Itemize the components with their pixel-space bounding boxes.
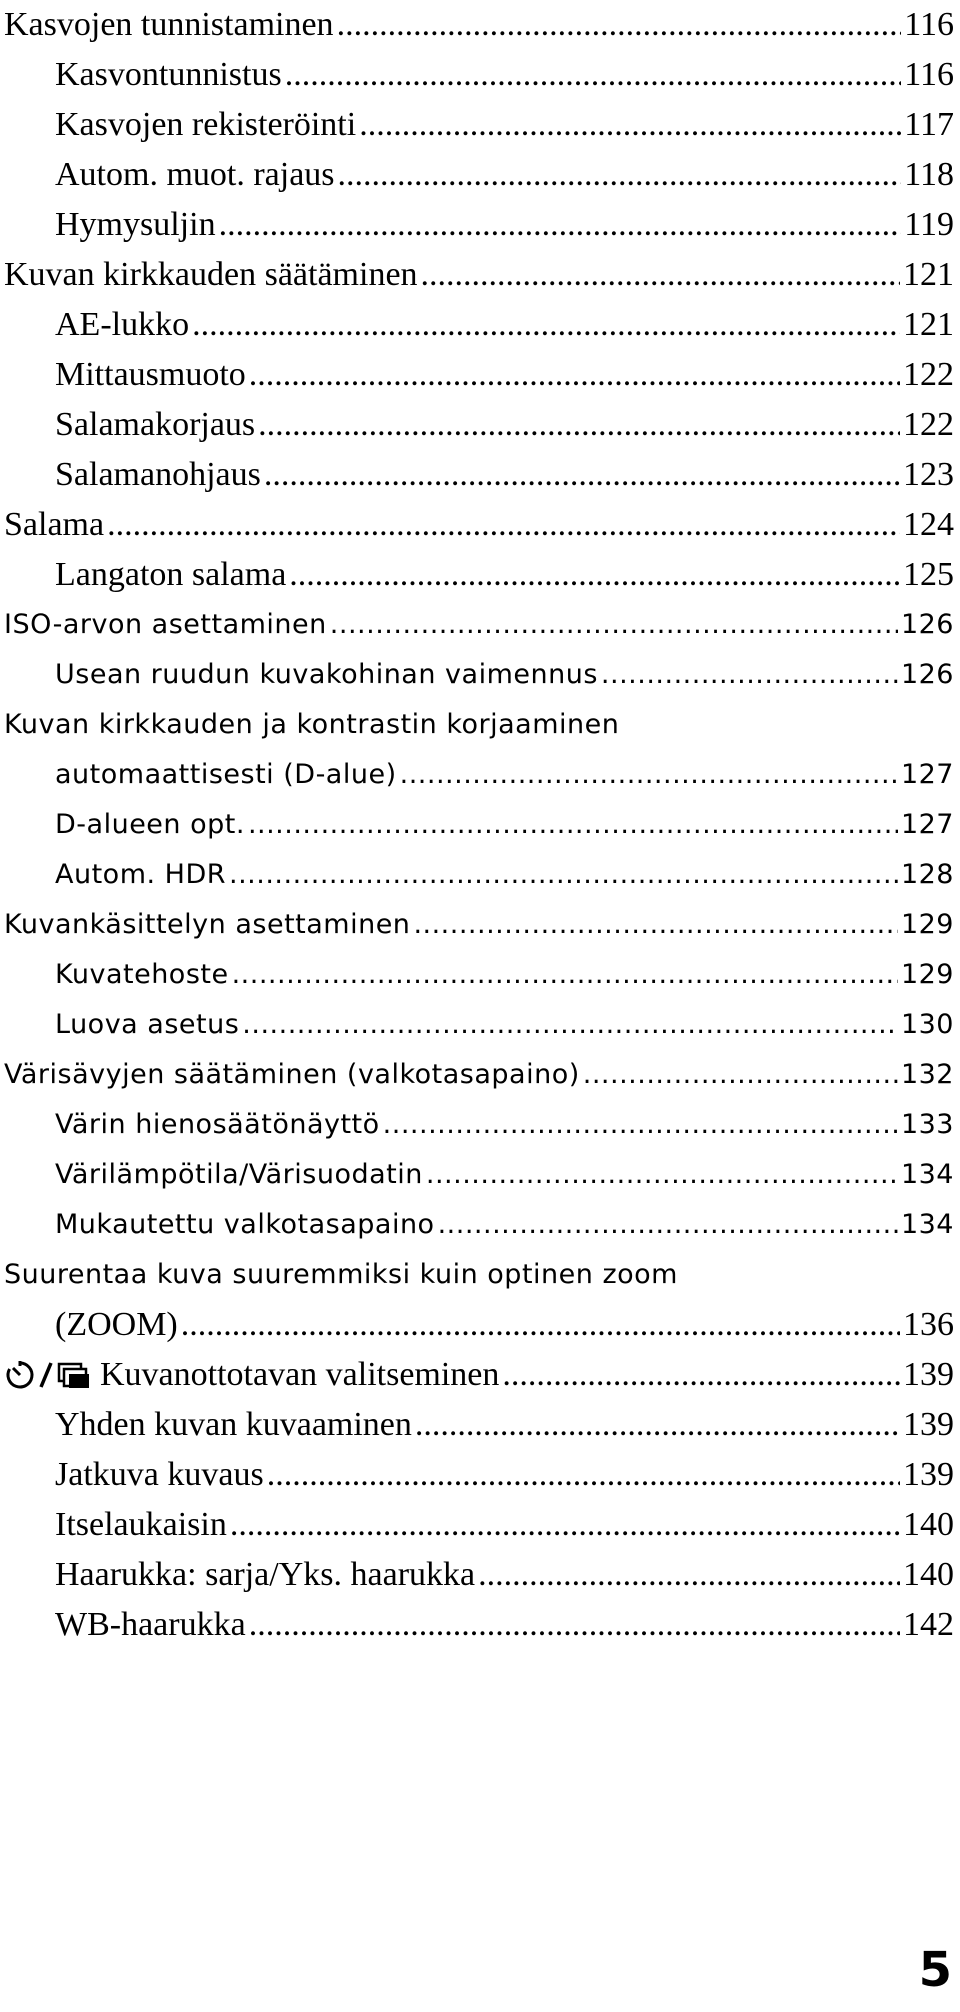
dot-leader [230,1500,900,1550]
toc-entry-label: Hymysuljin [55,206,216,243]
toc-entry-label-line1: Suurentaa kuva suuremmiksi kuin optinen zoom [4,1259,678,1290]
dot-leader [415,1400,900,1450]
dot-leader [229,850,898,900]
page-number: 5 [918,1942,952,1998]
toc-entry-page: 140 [903,1556,954,1593]
toc-entry-label: (ZOOM) [55,1306,178,1343]
toc-entry-page: 116 [904,6,954,43]
toc-entry-label: Itselaukaisin [55,1506,227,1543]
toc-entry-page: 132 [900,1059,954,1090]
toc-entry-page: 133 [900,1109,954,1140]
toc-entry-page: 129 [900,959,954,990]
toc-entry [0,900,960,950]
toc-entry-page: 136 [903,1306,954,1343]
toc-entry-label: Mukautettu valkotasapaino [55,1209,435,1240]
toc-entry [0,600,960,650]
toc-entry-label: Värilämpötila/Värisuodatin [55,1159,423,1190]
toc-entry-label: Kasvojen tunnistaminen [4,6,334,43]
toc-entry-label-line1: Kuvan kirkkauden ja kontrastin korjaaminen [4,709,620,740]
toc-entry-page: 134 [900,1159,954,1190]
toc-entry-label: Langaton salama [55,556,287,593]
toc-entry-label: Kuvankäsittelyn asettaminen [4,909,411,940]
toc-entry [0,100,960,150]
toc-entry [0,0,960,50]
dot-leader [502,1350,900,1400]
toc-entry [0,850,960,900]
toc-entry-label: Kuvanottotavan valitseminen [100,1356,500,1393]
toc-entry-label: Autom. HDR [55,859,227,890]
dot-leader [267,1450,900,1500]
toc-entry-label: WB-haarukka [55,1606,246,1643]
toc-entry [0,950,960,1000]
toc-entry [0,550,960,600]
toc-entry [0,300,960,350]
dot-leader [338,150,902,200]
dot-leader [478,1550,900,1600]
toc-entry [0,1550,960,1600]
toc-entry-label: Värisävyjen säätäminen (valkotasapaino) [4,1059,580,1090]
dot-leader [181,1300,900,1350]
dot-leader [337,0,902,50]
toc-entry-page: 127 [900,809,954,840]
dot-leader [249,1600,900,1650]
toc-entry [0,1000,960,1050]
toc-entry-label: Haarukka: sarja/Yks. haarukka [55,1556,476,1593]
toc-entry-page: 139 [903,1356,954,1393]
toc-entry-page: 123 [903,456,954,493]
toc-entry [0,1350,960,1400]
dot-leader [583,1050,898,1100]
toc-entry [0,1400,960,1450]
toc-entry-page: 116 [904,56,954,93]
dot-leader [330,600,898,650]
toc-entry [0,1450,960,1500]
toc-entry-page: 129 [900,909,954,940]
toc-entry-page: 139 [903,1406,954,1443]
toc-entry-page: 128 [900,859,954,890]
dot-leader [383,1100,898,1150]
toc-entry-label: Kuvan kirkkauden säätäminen [4,256,418,293]
toc-entry [0,1150,960,1200]
drive-mode-icon [56,1359,92,1391]
toc-entry-label: Mittausmuoto [55,356,246,393]
toc-entry-label: Jatkuva kuvaus [55,1456,264,1493]
drive-mode-icons [4,1359,92,1391]
toc-entry-page: 126 [900,659,954,690]
toc-entry-page: 142 [903,1606,954,1643]
toc-entry [0,350,960,400]
dot-leader [421,250,900,300]
toc-entry [0,1050,960,1100]
toc-entry-page: 127 [900,759,954,790]
toc-entry-label: Kuvatehoste [55,959,229,990]
toc-entry-label: Luova asetus [55,1009,240,1040]
dot-leader [400,750,898,800]
dot-leader [285,50,902,100]
dot-leader [359,100,901,150]
dot-leader [426,1150,898,1200]
toc-entry-page: 121 [903,306,954,343]
slash-separator-icon [36,1359,56,1391]
toc-entry-label: Kasvontunnistus [55,56,282,93]
toc-entry-page: 122 [903,356,954,393]
toc-entry-page: 140 [903,1506,954,1543]
self-timer-icon [4,1359,36,1391]
toc-entry-page: 126 [900,609,954,640]
toc-entry-label: Usean ruudun kuvakohinan vaimennus [55,659,598,690]
toc-entry-label: Yhden kuvan kuvaaminen [55,1406,412,1443]
toc-entry [0,200,960,250]
toc-entry [0,800,960,850]
toc-entry [0,1250,960,1350]
toc-entry-page: 134 [900,1209,954,1240]
dot-leader [289,550,900,600]
toc-entry [0,1200,960,1250]
toc-entry-page: 124 [903,506,954,543]
toc-entry-label: Salamanohjaus [55,456,261,493]
toc-entry [0,500,960,550]
dot-leader [219,200,902,250]
toc-entry-label: D-alueen opt. [55,809,245,840]
toc-entry-page: 125 [903,556,954,593]
toc-entry-label: automaattisesti (D-alue) [55,759,397,790]
dot-leader [438,1200,898,1250]
dot-leader [248,800,898,850]
toc-entry-page: 122 [903,406,954,443]
dot-leader [192,300,900,350]
toc-entry [0,400,960,450]
toc-entry-label: Salamakorjaus [55,406,256,443]
dot-leader [264,450,900,500]
dot-leader [601,650,898,700]
toc-entry [0,450,960,500]
dot-leader [413,900,898,950]
toc-entry-label: Värin hienosäätönäyttö [55,1109,380,1140]
dot-leader [258,400,900,450]
dot-leader [107,500,900,550]
toc-entry-page: 119 [904,206,954,243]
toc-entry-label: AE-lukko [55,306,190,343]
toc-entry [0,1500,960,1550]
toc-entry-label: Kasvojen rekisteröinti [55,106,357,143]
toc-entry-page: 130 [900,1009,954,1040]
toc-entry [0,700,960,800]
toc-entry-page: 118 [904,156,954,193]
toc-entry-page: 139 [903,1456,954,1493]
dot-leader [242,1000,898,1050]
toc-entry [0,50,960,100]
toc-entry [0,650,960,700]
toc-entry-label: ISO-arvon asettaminen [4,609,327,640]
toc-entry-page: 121 [903,256,954,293]
toc-entry [0,1100,960,1150]
dot-leader [232,950,898,1000]
toc-entry-label: Salama [4,506,105,543]
toc-entry [0,250,960,300]
toc-entry [0,150,960,200]
toc-entry-page: 117 [904,106,954,143]
toc-entry [0,1600,960,1650]
dot-leader [249,350,900,400]
toc-entry-label: Autom. muot. rajaus [55,156,335,193]
